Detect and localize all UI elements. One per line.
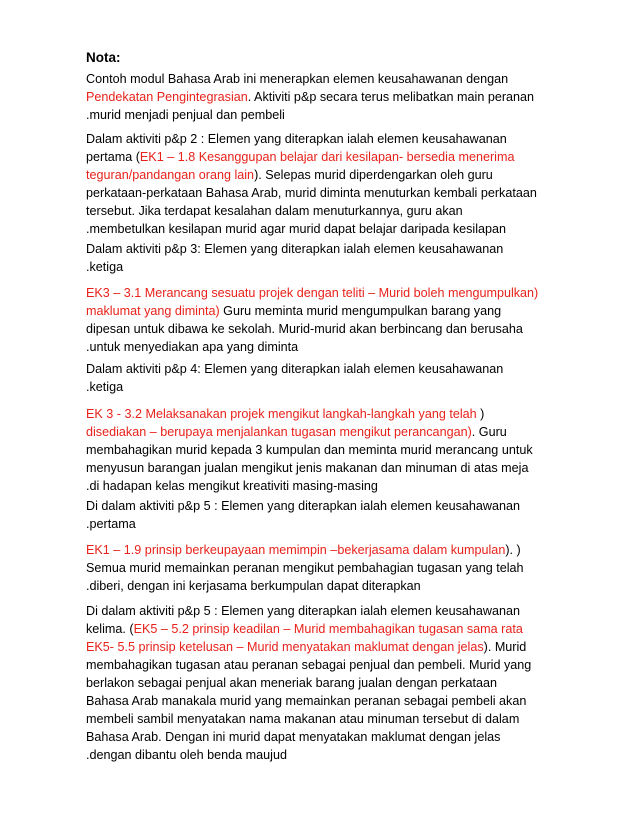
highlight-text: Pendekatan Pengintegrasian (86, 90, 248, 104)
text-line: tersebut. Jika terdapat kesalahan dalam menuturkannya, guru akan (86, 204, 463, 218)
paragraph-ek3-1 (86, 284, 556, 356)
text-line: .di hadapan kelas mengikut kreativiti masing-masing (86, 479, 378, 493)
text-line: Dalam aktiviti p&p 4: Elemen yang diterapkan ialah elemen keusahawanan (86, 362, 504, 376)
text-line: dipesan untuk dibawa ke sekolah. Murid-murid akan berbincang dan berusaha (86, 322, 523, 336)
highlight-text: EK5 – 5.2 prinsip keadilan – Murid membahagikan tugasan sama rata (133, 622, 523, 636)
text-line: Contoh modul Bahasa Arab ini menerapkan elemen keusahawanan dengan (86, 72, 509, 86)
text-line: berlakon sebagai penjual akan meneriak barang jualan dengan perkataan (86, 676, 498, 690)
text-segment: ) (480, 407, 485, 421)
highlight-text: EK1 – 1.8 Kesanggupan belajar dari kesilapan- bersedia menerima (139, 150, 515, 164)
text-line: perkataan-perkataan Bahasa Arab, murid diminta menuturkan kembali perkataan (86, 186, 537, 200)
paragraph-activity-2 (86, 130, 556, 238)
text-line: membahagikan murid kepada 3 kumpulan dan meminta murid merancang untuk (86, 443, 533, 457)
text-segment: pertama ( (86, 150, 140, 164)
text-line: .untuk menyediakan apa yang diminta (86, 340, 299, 354)
text-line: .dengan dibantu oleh benda maujud (86, 748, 287, 762)
text-line (86, 405, 556, 423)
highlight-text: EK1 – 1.9 prinsip berkeupayaan memimpin –bekerjasama dalam kumpulan (86, 543, 506, 557)
highlight-text: EK5- 5.5 prinsip ketelusan – Murid menyatakan maklumat dengan jelas (86, 640, 484, 654)
paragraph-activity-5a (86, 497, 556, 533)
highlight-text: EK3 – 3.1 Merancang sesuatu projek dengan teliti – Murid boleh mengumpulkan) (86, 286, 539, 300)
text-segment: ). Selepas murid diperdengarkan oleh guru (254, 168, 493, 182)
text-line (86, 88, 556, 106)
highlight-text: EK 3 - 3.2 Melaksanakan projek mengikut langkah-langkah yang telah (86, 407, 481, 421)
paragraph-intro (86, 70, 556, 124)
text-line: .diberi, dengan ini kerjasama berkumpulan dapat diterapkan (86, 579, 421, 593)
text-segment: ). ) (505, 543, 521, 557)
text-line: .murid menjadi penjual dan pembeli (86, 108, 285, 122)
text-line (86, 148, 556, 166)
highlight-text: maklumat yang diminta) (86, 304, 220, 318)
highlight-text: disediakan – berupaya menjalankan tugasan mengikut perancangan) (86, 425, 472, 439)
paragraph-activity-4 (86, 360, 556, 396)
text-line: Di dalam aktiviti p&p 5 : Elemen yang diterapkan ialah elemen keusahawanan (86, 499, 521, 513)
text-line: membahagikan tugasan atau peranan sebagai penjual dan pembeli. Murid yang (86, 658, 532, 672)
text-line (86, 166, 556, 184)
text-segment: Guru meminta murid mengumpulkan barang yang (219, 304, 502, 318)
text-line (86, 302, 556, 320)
text-line (86, 620, 556, 638)
text-line: .membetulkan kesilapan murid agar murid dapat belajar daripada kesilapan (86, 222, 507, 236)
text-line (86, 638, 556, 656)
text-segment: kelima. ( (86, 622, 134, 636)
text-line: .ketiga (86, 380, 124, 394)
text-line (86, 423, 556, 441)
text-line: Dalam aktiviti p&p 3: Elemen yang diterapkan ialah elemen keusahawanan (86, 242, 504, 256)
text-line: Bahasa Arab manakala murid yang memainkan peranan sebagai pembeli akan (86, 694, 527, 708)
text-segment: . Aktiviti p&p secara terus melibatkan main peranan (247, 90, 535, 104)
paragraph-ek1-9 (86, 541, 556, 595)
text-line (86, 541, 556, 559)
paragraph-activity-5b (86, 602, 556, 764)
text-line: Bahasa Arab. Dengan ini murid dapat menyatakan maklumat dengan jelas (86, 730, 501, 744)
page-title: Nota: (86, 50, 121, 65)
text-segment: ). Murid (483, 640, 527, 654)
paragraph-activity-3 (86, 240, 556, 276)
highlight-text: teguran/pandangan orang lain (86, 168, 255, 182)
text-line: menyusun barangan jualan mengikut jenis makanan dan minuman di atas meja (86, 461, 529, 475)
text-line: .ketiga (86, 260, 124, 274)
text-line: Di dalam aktiviti p&p 5 : Elemen yang diterapkan ialah elemen keusahawanan (86, 604, 521, 618)
paragraph-ek3-2 (86, 405, 556, 495)
text-line: Semua murid memainkan peranan mengikut pembahagian tugasan yang telah (86, 561, 524, 575)
text-line: membeli sambil menyatakan nama makanan atau minuman tersebut di dalam (86, 712, 520, 726)
text-line: .pertama (86, 517, 136, 531)
text-segment: . Guru (471, 425, 507, 439)
text-line: Dalam aktiviti p&p 2 : Elemen yang diterapkan ialah elemen keusahawanan (86, 132, 507, 146)
